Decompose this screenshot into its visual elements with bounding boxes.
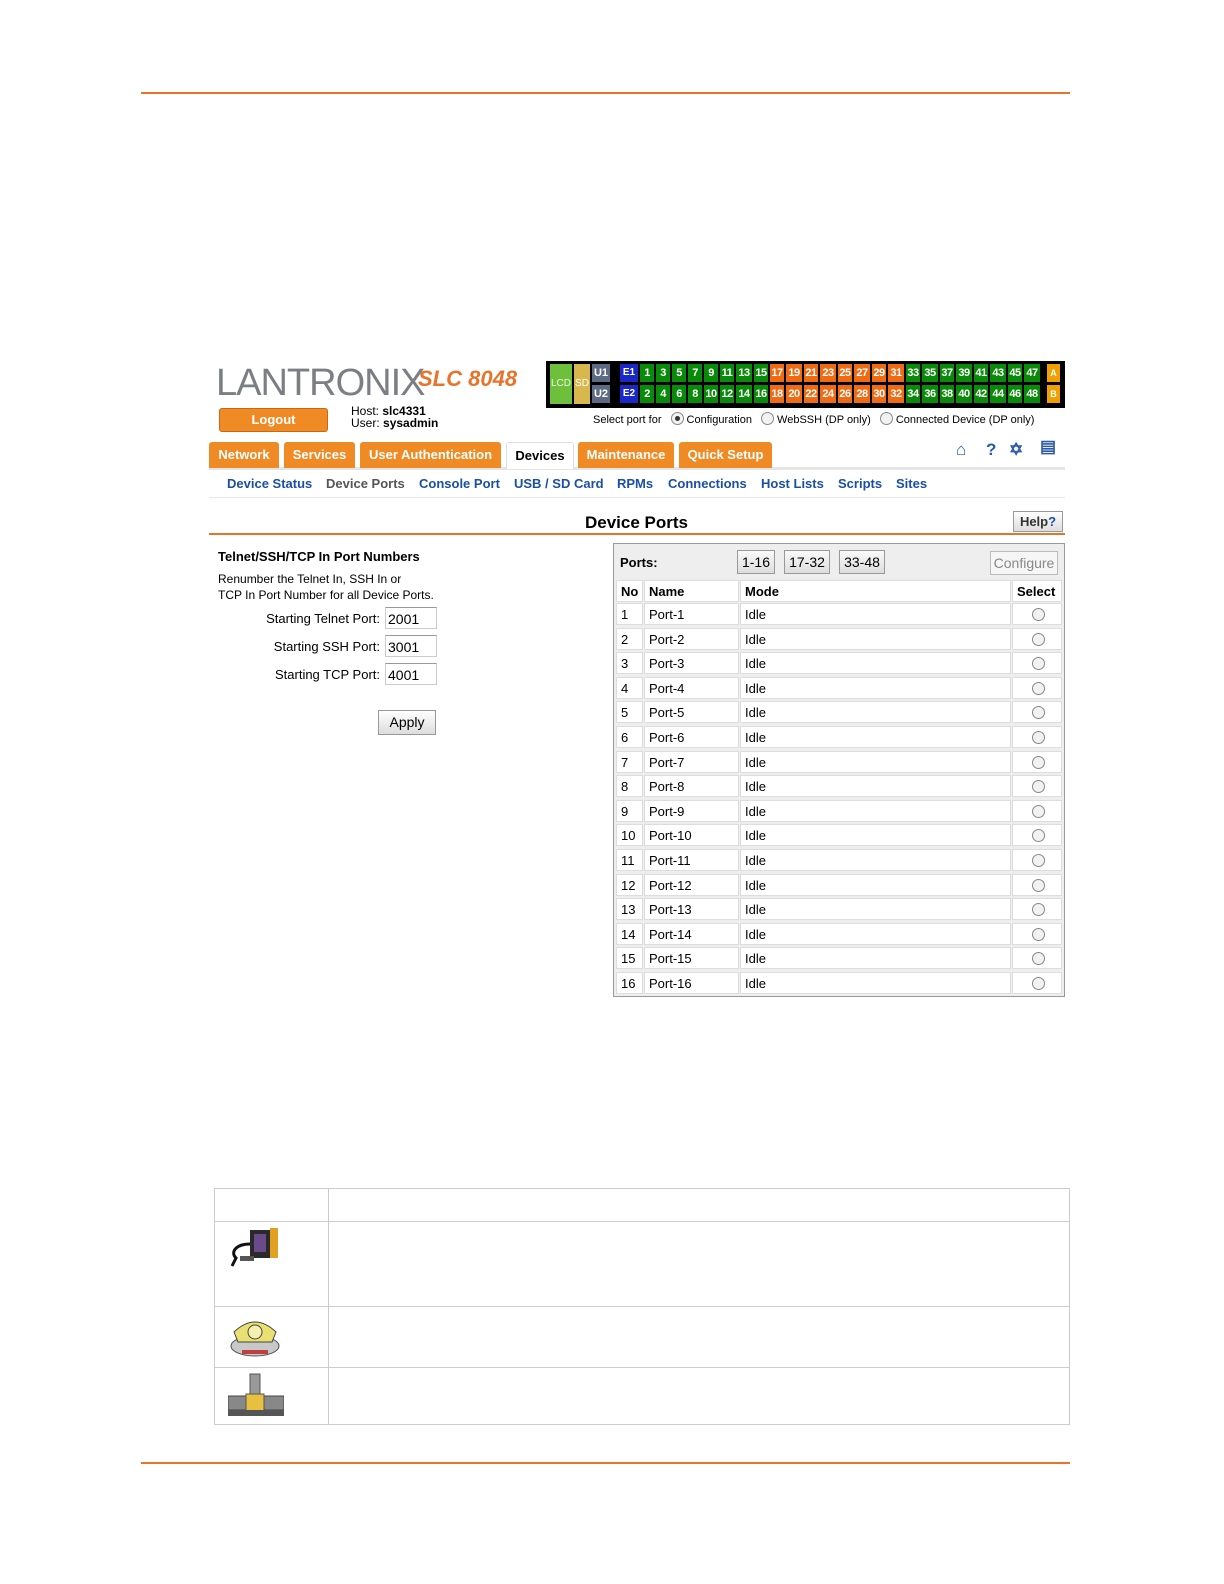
port-row-select-cell — [1012, 775, 1062, 797]
port-27-status[interactable]: 27 — [854, 364, 870, 382]
telnet-port-label: Starting Telnet Port: — [266, 611, 380, 626]
port-17-status[interactable]: 17 — [770, 364, 784, 382]
port-row-name: Port-12 — [644, 874, 739, 896]
port-13-status[interactable]: 13 — [736, 364, 752, 382]
port-select-radio[interactable] — [1032, 903, 1045, 916]
port-row-name: Port-8 — [644, 775, 739, 797]
port-7-status[interactable]: 7 — [688, 364, 702, 382]
port-row-mode: Idle — [740, 849, 1011, 871]
range-17-32-button[interactable]: 17-32 — [784, 550, 830, 574]
port-row-select-cell — [1012, 972, 1062, 994]
port-select-radio[interactable] — [1032, 805, 1045, 818]
port-35-status[interactable]: 35 — [922, 364, 938, 382]
port-select-radio[interactable] — [1032, 682, 1045, 695]
sd-indicator[interactable]: SD — [574, 364, 590, 404]
title-rule — [209, 533, 1065, 535]
user-label: User: — [351, 416, 380, 430]
user-value: sysadmin — [383, 416, 439, 430]
col-select-header: Select — [1012, 580, 1062, 602]
port-1-status[interactable]: 1 — [640, 364, 654, 382]
port-row-name: Port-6 — [644, 726, 739, 748]
page-title: Device Ports — [585, 513, 688, 532]
port-46-status[interactable]: 46 — [1008, 385, 1022, 403]
port-row-no: 5 — [616, 701, 643, 723]
port-row-select-cell — [1012, 701, 1062, 723]
subnav-sites[interactable]: Sites — [896, 476, 928, 491]
port-14-status[interactable]: 14 — [736, 385, 752, 403]
port-row-select-cell — [1012, 603, 1062, 625]
port-3-status[interactable]: 3 — [656, 364, 670, 382]
port-row-select-cell — [1012, 628, 1062, 650]
port-row-mode: Idle — [740, 800, 1011, 822]
port-select-radio[interactable] — [1032, 780, 1045, 793]
form-desc-line1: Renumber the Telnet In, SSH In or — [218, 572, 402, 586]
network-pipe-icon — [228, 1372, 284, 1420]
u1-port[interactable]: U1 — [592, 364, 610, 382]
port-row-mode: Idle — [740, 923, 1011, 945]
host-label: Host: — [351, 404, 380, 418]
col-no-header: No — [616, 580, 643, 602]
port-45-status[interactable]: 45 — [1008, 364, 1022, 382]
subnav-connections[interactable]: Connections — [668, 476, 747, 491]
logout-button[interactable]: Logout — [219, 408, 328, 432]
port-row-select-cell — [1012, 652, 1062, 674]
port-39-status[interactable]: 39 — [956, 364, 972, 382]
port-status-panel — [546, 361, 1065, 408]
port-row-mode: Idle — [740, 972, 1011, 994]
subnav-device-ports[interactable]: Device Ports — [326, 476, 405, 491]
port-row-select-cell — [1012, 898, 1062, 920]
select-for-label: Select port for — [593, 414, 662, 426]
port-select-radio[interactable] — [1032, 879, 1045, 892]
port-18-status[interactable]: 18 — [770, 385, 784, 403]
form-description — [218, 571, 478, 603]
port-22-status[interactable]: 22 — [804, 385, 818, 403]
host-user-info — [351, 405, 438, 429]
port-8-status[interactable]: 8 — [688, 385, 702, 403]
port-12-status[interactable]: 12 — [720, 385, 734, 403]
subnav-rpms[interactable]: RPMs — [617, 476, 654, 491]
range-33-48-button[interactable]: 33-48 — [839, 550, 885, 574]
port-21-status[interactable]: 21 — [804, 364, 818, 382]
port-20-status[interactable]: 20 — [786, 385, 802, 403]
lantronix-logo: LANTRONIX — [216, 362, 425, 404]
subnav-host-lists[interactable]: Host Lists — [761, 476, 824, 491]
tab-network[interactable]: Network — [209, 442, 279, 468]
port-row-name: Port-3 — [644, 652, 739, 674]
configure-button[interactable]: Configure — [990, 551, 1058, 575]
port-row-no: 8 — [616, 775, 643, 797]
port-26-status[interactable]: 26 — [838, 385, 852, 403]
port-row-mode: Idle — [740, 751, 1011, 773]
help-icon[interactable]: ? — [986, 440, 997, 459]
ssh-port-label: Starting SSH Port: — [273, 639, 380, 654]
port-row-select-cell — [1012, 874, 1062, 896]
tcp-port-label: Starting TCP Port: — [274, 667, 380, 682]
port-row-select-cell — [1012, 947, 1062, 969]
help-button[interactable] — [1013, 511, 1063, 532]
port-9-status[interactable]: 9 — [704, 364, 718, 382]
port-row-mode: Idle — [740, 824, 1011, 846]
port-row-name: Port-15 — [644, 947, 739, 969]
webssh-radio[interactable] — [761, 412, 774, 425]
port-row-no: 13 — [616, 898, 643, 920]
port-41-status[interactable]: 41 — [974, 364, 988, 382]
port-row-no: 1 — [616, 603, 643, 625]
port-row-select-cell — [1012, 800, 1062, 822]
port-row-select-cell — [1012, 849, 1062, 871]
port-row-name: Port-1 — [644, 603, 739, 625]
apply-button[interactable]: Apply — [378, 710, 436, 735]
port-row-name: Port-7 — [644, 751, 739, 773]
port-select-radio[interactable] — [1032, 977, 1045, 990]
port-29-status[interactable]: 29 — [872, 364, 886, 382]
e2-port[interactable]: E2 — [620, 385, 638, 403]
port-38-status[interactable]: 38 — [940, 385, 954, 403]
port-32-status[interactable]: 32 — [888, 385, 904, 403]
port-row-no: 9 — [616, 800, 643, 822]
top-rule — [141, 92, 1070, 94]
connected-device-radio[interactable] — [880, 412, 893, 425]
lcd-indicator[interactable]: LCD — [550, 364, 572, 404]
help-label: Help — [1019, 514, 1049, 529]
icon-legend-table — [214, 1188, 1070, 1425]
u2-port[interactable]: U2 — [592, 385, 610, 403]
port-select-radio[interactable] — [1032, 608, 1045, 621]
port-24-status[interactable]: 24 — [820, 385, 836, 403]
ssh-port-input[interactable]: 3001 — [385, 635, 437, 657]
port-31-status[interactable]: 31 — [888, 364, 904, 382]
home-icon[interactable]: ⌂ — [956, 440, 967, 459]
port-row-mode: Idle — [740, 652, 1011, 674]
port-5-status[interactable]: 5 — [672, 364, 686, 382]
port-28-status[interactable]: 28 — [854, 385, 870, 403]
range-1-16-button[interactable]: 1-16 — [737, 550, 775, 574]
port-25-status[interactable]: 25 — [838, 364, 852, 382]
sitemap-icon[interactable]: ✡ — [1009, 440, 1024, 459]
port-42-status[interactable]: 42 — [974, 385, 988, 403]
port-select-radio[interactable] — [1032, 854, 1045, 867]
port-33-status[interactable]: 33 — [906, 364, 920, 382]
port-15-status[interactable]: 15 — [754, 364, 768, 382]
port-row-no: 6 — [616, 726, 643, 748]
port-4-status[interactable]: 4 — [656, 385, 670, 403]
port-row-mode: Idle — [740, 603, 1011, 625]
port-row-no: 4 — [616, 677, 643, 699]
port-44-status[interactable]: 44 — [990, 385, 1006, 403]
form-title: Telnet/SSH/TCP In Port Numbers — [218, 549, 420, 564]
port-47-status[interactable]: 47 — [1024, 364, 1040, 382]
webssh-label: WebSSH (DP only) — [777, 414, 871, 426]
legend-row-divider — [215, 1221, 1069, 1222]
e1-port[interactable]: E1 — [620, 364, 638, 382]
port-16-status[interactable]: 16 — [754, 385, 768, 403]
tab-maintenance[interactable]: Maintenance — [578, 442, 674, 468]
port-row-select-cell — [1012, 726, 1062, 748]
port-row-no: 12 — [616, 874, 643, 896]
subnav-usb-sd-card[interactable]: USB / SD Card — [514, 476, 604, 491]
port-row-no: 3 — [616, 652, 643, 674]
port-row-name: Port-5 — [644, 701, 739, 723]
modem-telephone-icon — [228, 1312, 282, 1360]
port-43-status[interactable]: 43 — [990, 364, 1006, 382]
legend-row-divider — [215, 1367, 1069, 1368]
port-10-status[interactable]: 10 — [704, 385, 718, 403]
legend-row-divider — [215, 1306, 1069, 1307]
port-row-no: 16 — [616, 972, 643, 994]
bottom-rule — [141, 1462, 1070, 1464]
port-select-radio[interactable] — [1032, 952, 1045, 965]
ports-label: Ports: — [620, 555, 658, 570]
port-23-status[interactable]: 23 — [820, 364, 836, 382]
port-row-select-cell — [1012, 677, 1062, 699]
port-row-mode: Idle — [740, 898, 1011, 920]
help-question-icon: ? — [1048, 514, 1057, 529]
port-row-mode: Idle — [740, 775, 1011, 797]
select-port-for — [593, 412, 1034, 426]
port-row-no: 7 — [616, 751, 643, 773]
port-37-status[interactable]: 37 — [940, 364, 954, 382]
port-row-mode: Idle — [740, 874, 1011, 896]
host-value: slc4331 — [382, 404, 426, 418]
port-row-mode: Idle — [740, 701, 1011, 723]
model-name: SLC 8048 — [418, 366, 518, 391]
subnav-scripts[interactable]: Scripts — [838, 476, 883, 491]
port-select-radio[interactable] — [1032, 756, 1045, 769]
port-row-mode: Idle — [740, 628, 1011, 650]
port-row-select-cell — [1012, 824, 1062, 846]
form-desc-line2: TCP In Port Number for all Device Ports. — [218, 588, 434, 602]
port-row-no: 15 — [616, 947, 643, 969]
configuration-label: Configuration — [686, 414, 752, 426]
port-row-name: Port-16 — [644, 972, 739, 994]
tab-quick-setup[interactable]: Quick Setup — [679, 442, 772, 468]
subnav-console-port[interactable]: Console Port — [419, 476, 500, 491]
port-select-radio[interactable] — [1032, 657, 1045, 670]
subnav-device-status[interactable]: Device Status — [227, 476, 313, 491]
port-6-status[interactable]: 6 — [672, 385, 686, 403]
col-mode-header: Mode — [740, 580, 1011, 602]
port-select-radio[interactable] — [1032, 829, 1045, 842]
port-row-no: 2 — [616, 628, 643, 650]
port-40-status[interactable]: 40 — [956, 385, 972, 403]
port-row-no: 10 — [616, 824, 643, 846]
port-row-name: Port-9 — [644, 800, 739, 822]
port-19-status[interactable]: 19 — [786, 364, 802, 382]
connected-device-label: Connected Device (DP only) — [895, 414, 1035, 426]
port-2-status[interactable]: 2 — [640, 385, 654, 403]
telnet-port-input[interactable]: 2001 — [385, 607, 437, 629]
tab-services[interactable]: Services — [284, 442, 355, 468]
tcp-port-input[interactable]: 4001 — [385, 663, 437, 685]
b-indicator: B — [1047, 385, 1060, 403]
col-name-header: Name — [644, 580, 739, 602]
port-row-name: Port-13 — [644, 898, 739, 920]
port-row-mode: Idle — [740, 947, 1011, 969]
port-30-status[interactable]: 30 — [872, 385, 886, 403]
port-select-radio[interactable] — [1032, 731, 1045, 744]
port-row-mode: Idle — [740, 726, 1011, 748]
port-select-radio[interactable] — [1032, 706, 1045, 719]
port-34-status[interactable]: 34 — [906, 385, 920, 403]
configuration-radio[interactable] — [671, 412, 684, 425]
port-row-select-cell — [1012, 923, 1062, 945]
port-11-status[interactable]: 11 — [720, 364, 734, 382]
port-row-name: Port-4 — [644, 677, 739, 699]
port-row-no: 11 — [616, 849, 643, 871]
port-36-status[interactable]: 36 — [922, 385, 938, 403]
port-row-name: Port-10 — [644, 824, 739, 846]
port-row-name: Port-14 — [644, 923, 739, 945]
serial-connection-icon — [228, 1226, 280, 1270]
port-row-no: 14 — [616, 923, 643, 945]
port-row-select-cell — [1012, 751, 1062, 773]
port-row-name: Port-2 — [644, 628, 739, 650]
port-row-mode: Idle — [740, 677, 1011, 699]
a-indicator: A — [1047, 364, 1060, 382]
port-row-name: Port-11 — [644, 849, 739, 871]
window-icon[interactable]: ▤ — [1040, 437, 1057, 456]
port-48-status[interactable]: 48 — [1024, 385, 1040, 403]
tab-devices[interactable]: Devices — [506, 442, 574, 469]
tab-user-authentication[interactable]: User Authentication — [360, 442, 501, 468]
port-select-radio[interactable] — [1032, 633, 1045, 646]
port-select-radio[interactable] — [1032, 928, 1045, 941]
subnav-divider — [209, 497, 1065, 498]
